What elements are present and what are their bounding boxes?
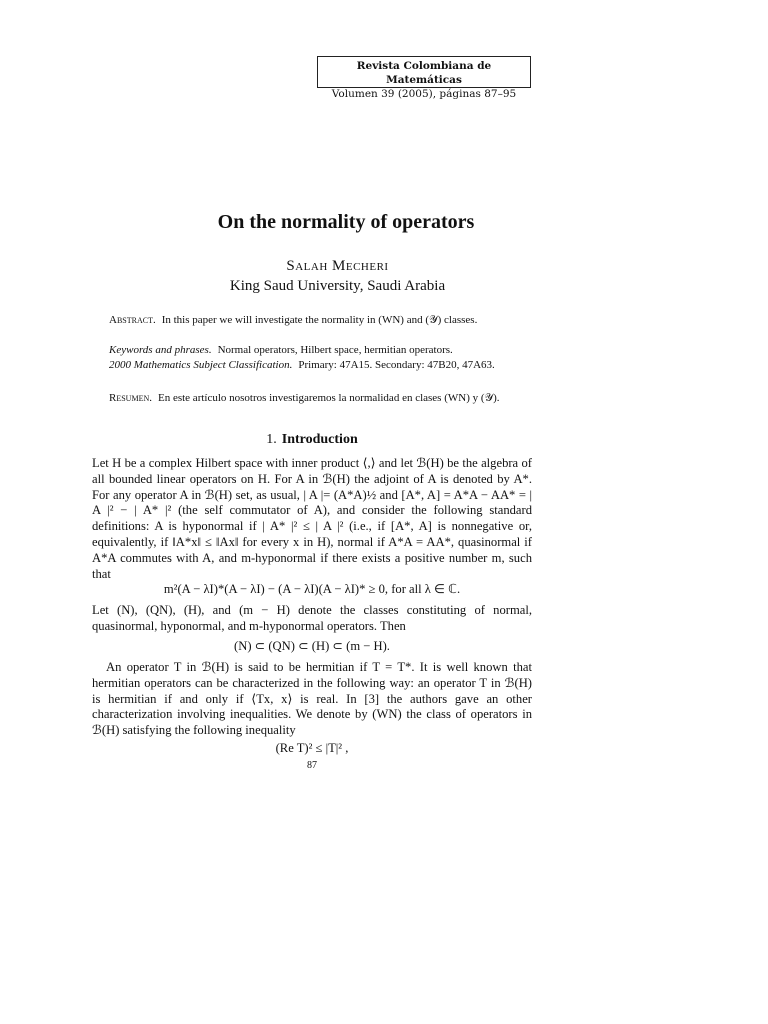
equation-m-hyponormal: m²(A − λI)*(A − λI) − (A − λI)(A − λI)* ≥ 0, for all λ ∈ ℂ. xyxy=(163,582,461,596)
page-number: 87 xyxy=(307,760,317,771)
intro-paragraph-3: An operator T in ℬ(H) is said to be hermitian if T = T*. It is well known that hermitian operators can be characterized in the following way: an operator T in ℬ(H) is hermitian if and only if ⟨Tx, x⟩ is real. In [3] the authors gave an other characterization involving inequalities. We denote by (WN) the class of operators in ℬ(H) satisfying the following inequality xyxy=(92,660,532,738)
equation-wn-inequality: (Re T)² ≤ |T|² , xyxy=(275,741,349,755)
keywords-text: Normal operators, Hilbert space, hermitian operators. xyxy=(217,344,453,356)
volume-info: Volumen 39 (2005), páginas 87–95 xyxy=(331,88,517,100)
equation-class-inclusion: (N) ⊂ (QN) ⊂ (H) ⊂ (m − H). xyxy=(234,639,390,653)
abstract-label: Abstract. xyxy=(109,314,156,326)
msc-label: 2000 Mathematics Subject Classification. xyxy=(109,359,293,371)
intro-paragraph-2: Let (N), (QN), (H), and (m − H) denote the classes constituting of normal, quasinormal, hyponormal, and m-hyponormal operators. Then xyxy=(92,603,532,633)
journal-name: Revista Colombiana de Matemáticas xyxy=(356,60,492,86)
section-heading xyxy=(92,432,532,448)
paper-title-text: On the normality of operators xyxy=(217,211,475,233)
paper-title xyxy=(0,211,768,234)
section-number: 1. xyxy=(266,432,277,447)
section-title: Introduction xyxy=(281,432,358,447)
keywords xyxy=(109,343,531,358)
resumen xyxy=(109,391,531,406)
resumen-label: Resumen. xyxy=(109,392,152,404)
abstract-text: In this paper we will investigate the normality in (WN) and (𝒴) classes. xyxy=(161,314,478,326)
resumen-text: En este artículo nosotros investigaremos la normalidad en clases (WN) y (𝒴). xyxy=(157,392,500,404)
abstract xyxy=(109,313,531,328)
author-name: Salah Mecheri xyxy=(286,258,389,274)
author-affiliation: King Saud University, Saudi Arabia xyxy=(229,278,446,294)
msc-text: Primary: 47A15. Secondary: 47B20, 47A63. xyxy=(298,359,495,371)
journal-header-box xyxy=(317,56,531,100)
intro-paragraph-1: Let H be a complex Hilbert space with inner product ⟨,⟩ and let ℬ(H) be the algebra of all bounded linear operators on H. For A in ℬ(H) the adjoint of A is denoted by A*. For any operator A in ℬ(H) set, as usual, | A |= (A*A)½ and [A*, A] = A*A − AA* = | A |² − | A* |² (the self commutator of A), and consider the following standard definitions: A is hyponormal if | A* |² ≤ | A |² (i.e., if [A*, A] is nonnegative or, equivalently, if ‖A*x‖ ≤ ‖Ax‖ for every x in H), normal if A*A = AA*, quasinormal if A*A commutes with A, and m-hyponormal if there exists a positive number m, such that xyxy=(92,456,532,581)
msc-classification xyxy=(109,358,531,373)
keywords-label: Keywords and phrases. xyxy=(109,344,212,356)
